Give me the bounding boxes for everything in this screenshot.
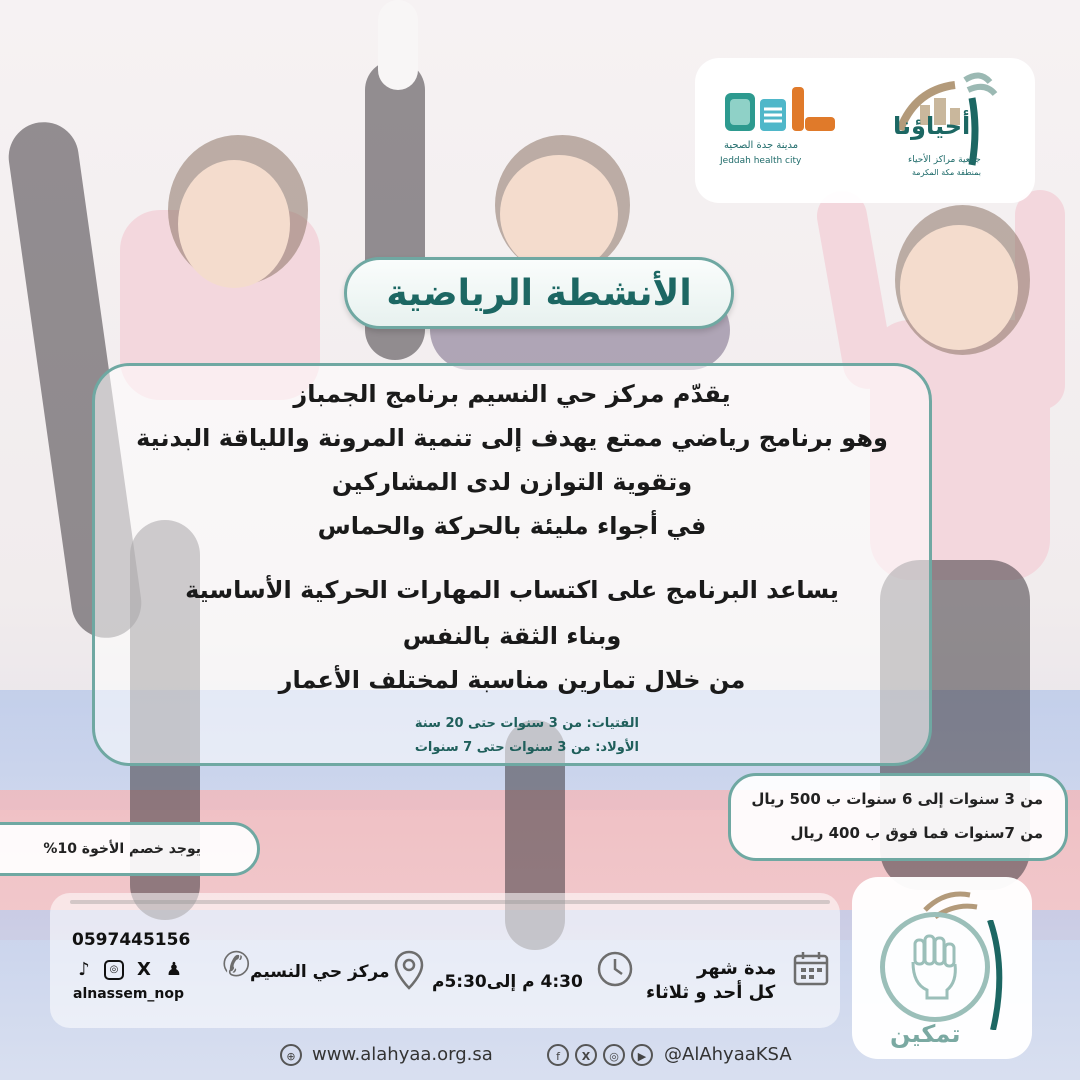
tamkeen-circle <box>880 912 990 1022</box>
ahyaa-logo-sub1: جمعية مراكز الأحياء <box>908 155 981 165</box>
ahyaa-logo-sub2: بمنطقة مكة المكرمة <box>912 168 981 177</box>
days-text: كل أحد و ثلاثاء <box>646 982 776 1003</box>
age-girls: الفتيات: من 3 سنوات حتى 20 سنة <box>414 716 639 731</box>
info-bar-divider <box>70 900 830 904</box>
tiktok-icon[interactable]: ♪ <box>78 959 90 980</box>
tamkeen-text: تمكين <box>890 1020 961 1048</box>
description-line-7: من خلال تمارين مناسبة لمختلف الأعمار <box>278 666 746 694</box>
website-link[interactable]: www.alahyaa.org.sa <box>312 1044 493 1065</box>
page-title: الأنشطة الرياضية <box>386 272 692 314</box>
age-boys: الأولاد: من 3 سنوات حتى 7 سنوات <box>414 740 639 755</box>
price-line-1: من 3 سنوات إلى 6 سنوات ب 500 ريال <box>751 790 1043 808</box>
description-line-1: يقدّم مركز حي النسيم برنامج الجمباز <box>293 380 731 408</box>
description-line-3: وتقوية التوازن لدى المشاركين <box>331 468 693 496</box>
description-card <box>92 363 932 766</box>
duration-text: مدة شهر <box>697 958 777 979</box>
footer-instagram-icon[interactable]: ◎ <box>603 1044 625 1066</box>
location-text: مركز حي النسيم <box>250 962 390 982</box>
youtube-icon[interactable]: ▶ <box>631 1044 653 1066</box>
x-icon[interactable]: X <box>137 959 151 980</box>
footer-x-icon[interactable]: X <box>575 1044 597 1066</box>
jeddah-logo-subtitle-en: Jeddah health city <box>720 156 802 166</box>
phone-icon: ✆ <box>222 945 251 985</box>
discount-card <box>0 822 260 876</box>
raised-fist-icon <box>905 934 965 1000</box>
girl-middle-face <box>500 155 618 273</box>
girl-left-face <box>178 160 290 288</box>
facebook-icon[interactable]: f <box>547 1044 569 1066</box>
title-banner <box>344 257 734 329</box>
discount-text: يوجد خصم الأخوة 10% <box>43 841 201 857</box>
calendar-icon <box>792 950 830 988</box>
girl-middle-sock <box>378 0 418 90</box>
social-handle[interactable]: alnassem_nop <box>73 986 185 1002</box>
ahyaa-logo-name: أحياؤنا <box>893 112 971 140</box>
location-pin-icon <box>394 950 424 990</box>
description-line-2: وهو برنامج رياضي ممتع يهدف إلى تنمية المرونة واللياقة البدنية <box>136 424 888 452</box>
price-line-2: من 7سنوات فما فوق ب 400 ريال <box>790 824 1043 842</box>
phone-number[interactable]: 0597445156 <box>72 930 191 950</box>
jeddah-logo-subtitle-ar: مدينة جدة الصحية <box>724 140 799 151</box>
description-line-5: يساعد البرنامج على اكتساب المهارات الحركية الأساسية <box>185 576 839 604</box>
description-line-6: وبناء الثقة بالنفس <box>402 622 622 650</box>
globe-icon: ⊕ <box>280 1044 302 1066</box>
tamkeen-stem-icon <box>985 920 1015 1030</box>
time-text: 4:30 م إلى5:30م <box>432 972 583 992</box>
girl-right-face <box>900 225 1018 350</box>
instagram-icon[interactable]: ◎ <box>104 960 124 980</box>
price-card <box>728 773 1068 861</box>
footer-social-handle[interactable]: @AlAhyaaKSA <box>664 1044 792 1065</box>
clock-icon <box>596 950 634 988</box>
description-line-4: في أجواء مليئة بالحركة والحماس <box>317 512 707 540</box>
snapchat-icon[interactable]: ♟ <box>165 959 183 980</box>
